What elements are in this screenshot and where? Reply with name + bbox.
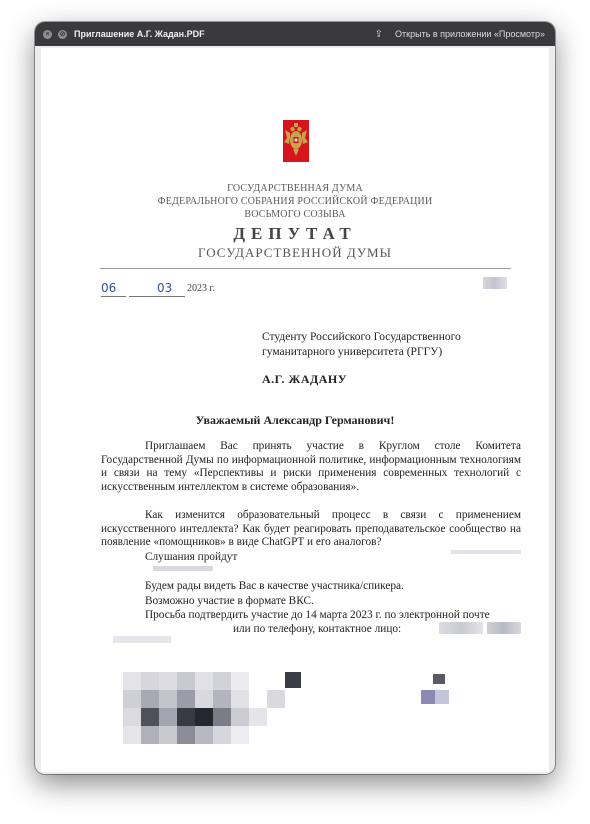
confirm-line: Просьба подтвердить участие до 14 марта 2023 г. по электронной почте (145, 609, 490, 621)
date-month-underline (129, 296, 185, 297)
share-icon[interactable]: ⇪ (374, 28, 384, 40)
letterhead-divider (100, 268, 511, 269)
recipient-line-2: гуманитарного университета (РГГУ) (262, 346, 443, 358)
preview-window (35, 22, 555, 774)
date-month: 03 (157, 281, 173, 295)
window-title: Приглашение А.Г. Жадан.PDF (74, 29, 205, 39)
close-icon[interactable]: × (43, 30, 52, 39)
recipient-name: А.Г. ЖАДАНУ (262, 372, 348, 386)
hearing-line: Слушания пройдут (145, 551, 238, 563)
letterhead-line-3: ВОСЬМОГО СОЗЫВА (244, 209, 346, 220)
document-page (41, 48, 549, 772)
letter-paragraph-1: Приглашаем Вас принять участие в Круглом столе Комитета Государственной Думы по информационной политике, информационным технологиям и связи на тему «Перспективы и риски применения современных технологий с искусственным интеллектом в системе образования». (101, 440, 521, 493)
redacted-hearing-details-right (451, 550, 521, 554)
letterhead-title: ДЕПУТАТ (233, 224, 357, 243)
recipient-line-1: Студенту Российского Государственного (262, 331, 461, 343)
phone-line: или по телефону, контактное лицо: (233, 623, 402, 635)
open-in-preview-button[interactable]: Открыть в приложении «Просмотр» (395, 29, 545, 39)
date-day: 06 (101, 281, 117, 295)
date-year: 2023 г. (187, 283, 215, 294)
redacted-email (113, 636, 171, 643)
title-bar (35, 22, 555, 46)
letterhead-line-1: ГОСУДАРСТВЕННАЯ ДУМА (227, 183, 363, 194)
letter-greeting: Уважаемый Александр Германович! (195, 413, 395, 427)
coat-of-arms-emblem (283, 120, 309, 162)
date-day-underline (101, 296, 126, 297)
letterhead-line-2: ФЕДЕРАЛЬНОГО СОБРАНИЯ РОССИЙСКОЙ ФЕДЕРАЦИИ (157, 196, 433, 207)
speaker-line: Будем рады видеть Вас в качестве участника/спикера. (145, 580, 404, 592)
vks-line: Возможно участие в формате ВКС. (145, 595, 314, 607)
redacted-reference-number (483, 277, 507, 289)
redacted-contact-name (439, 622, 483, 634)
fullscreen-icon[interactable]: ⊘ (59, 30, 66, 38)
letterhead-subtitle: ГОСУДАРСТВЕННОЙ ДУМЫ (198, 245, 392, 260)
letter-paragraph-2: Как изменится образовательный процесс в связи с применением искусственного интеллекта? Как будет реагировать преподавательское сообщество на появление «помощников» в виде ChatGPT и его аналогов? (101, 509, 521, 548)
redacted-contact-phone (487, 622, 521, 634)
redacted-hearing-details (153, 566, 213, 571)
